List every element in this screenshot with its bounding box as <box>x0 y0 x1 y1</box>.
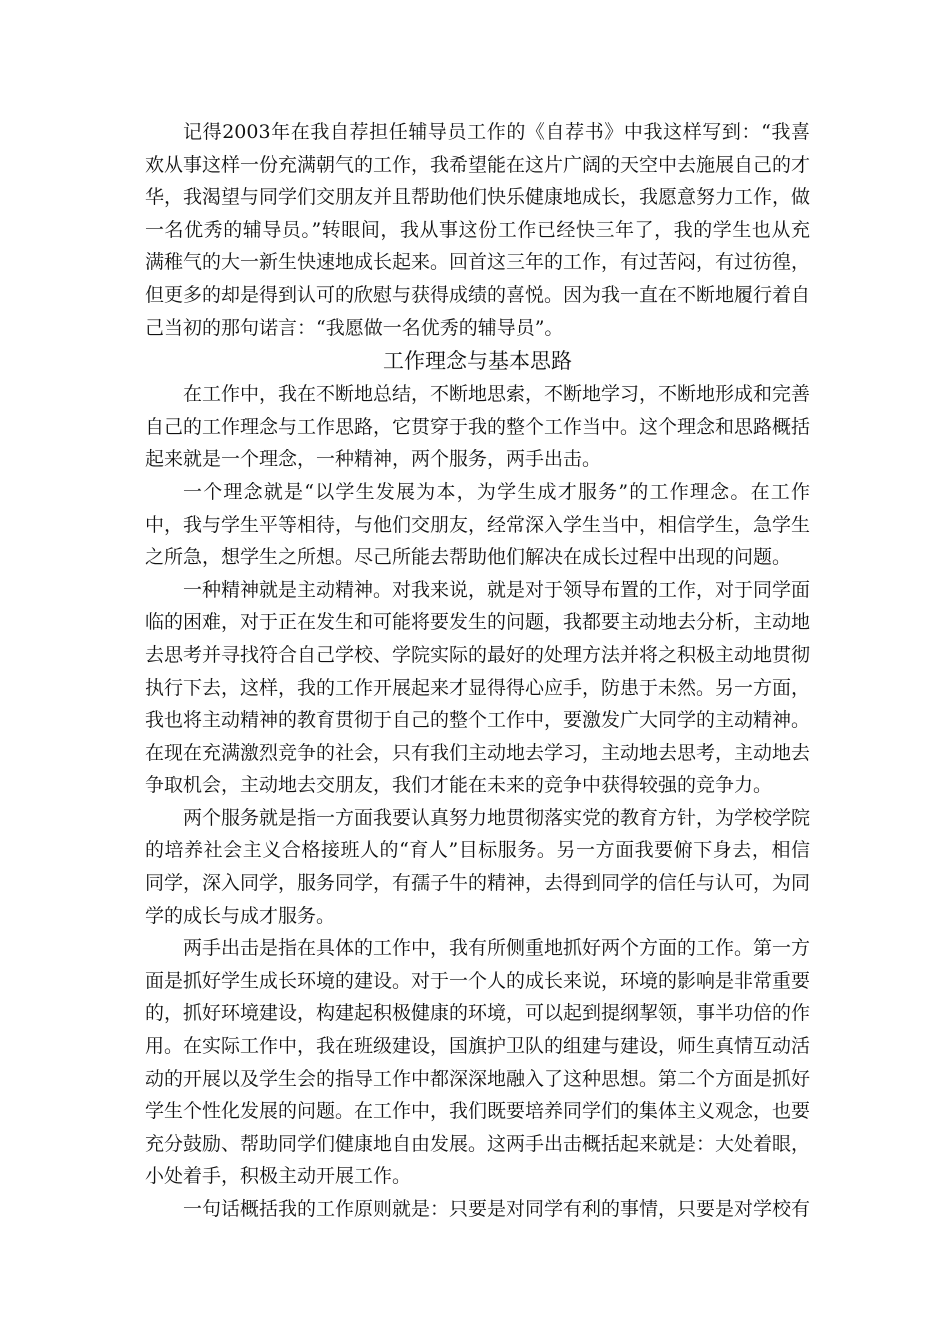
body-paragraph: 两手出击是指在具体的工作中，我有所侧重地抓好两个方面的工作。第一方面是抓好学生成长环境的建设。对于一个人的成长来说，环境的影响是非常重要的，抓好环境建设，构建起积极健康的环境，可以起到提纲挈领，事半功倍的作用。在实际工作中，我在班级建设，国旗护卫队的组建与建设，师生真情互动活动的开展以及学生会的指导工作中都深深地融入了这种思想。第二个方面是抓好学生个性化发展的问题。在工作中，我们既要培养同学们的集体主义观念，也要充分鼓励、帮助同学们健康地自由发展。这两手出击概括起来就是：大处着眼，小处着手，积极主动开展工作。 <box>145 937 811 1188</box>
intro-paragraph: 记得2003年在我自荐担任辅导员工作的《自荐书》中我这样写到：“我喜欢从事这样一份充满朝气的工作，我希望能在这片广阔的天空中去施展自己的才华，我渴望与同学们交朋友并且帮助他们快乐健康地成长，我愿意努力工作，做一名优秀的辅导员。”转眼间，我从事这份工作已经快三年了，我的学生也从充满稚气的大一新生快速地成长起来。回首这三年的工作，有过苦闷，有过彷徨，但更多的却是得到认可的欣慰与获得成绩的喜悦。因为我一直在不断地履行着自己当初的那句诺言：“我愿做一名优秀的辅导员”。 <box>145 121 811 339</box>
body-paragraph: 两个服务就是指一方面我要认真努力地贯彻落实党的教育方针，为学校学院的培养社会主义合格接班人的“育人”目标服务。另一方面我要俯下身去，相信同学，深入同学，服务同学，有孺子牛的精神，去得到同学的信任与认可，为同学的成长与成才服务。 <box>145 806 811 927</box>
section-heading: 工作理念与基本思路 <box>383 349 572 374</box>
document-page <box>145 116 810 1226</box>
body-paragraph: 在工作中，我在不断地总结，不断地思索，不断地学习，不断地形成和完善自己的工作理念与工作思路，它贯穿于我的整个工作当中。这个理念和思路概括起来就是一个理念，一种精神，两个服务，两手出击。 <box>145 383 811 471</box>
body-paragraph: 一个理念就是“以学生发展为本，为学生成才服务”的工作理念。在工作中，我与学生平等相待，与他们交朋友，经常深入学生当中，相信学生，急学生之所急，想学生之所想。尽己所能去帮助他们解决在成长过程中出现的问题。 <box>145 480 811 569</box>
body-paragraph: 一句话概括我的工作原则就是：只要是对同学有利的事情，只要是对学校有 <box>183 1198 811 1220</box>
body-paragraph: 一种精神就是主动精神。对我来说，就是对于领导布置的工作，对于同学面临的困难，对于正在发生和可能将要发生的问题，我都要主动地去分析，主动地去思考并寻找符合自己学校、学院实际的最好的处理方法并将之积极主动地贯彻执行下去，这样，我的工作开展起来才显得得心应手，防患于未然。另一方面，我也将主动精神的教育贯彻于自己的整个工作中，要激发广大同学的主动精神。在现在充满激烈竞争的社会，只有我们主动地去学习，主动地去思考，主动地去争取机会，主动地去交朋友，我们才能在未来的竞争中获得较强的竞争力。 <box>145 578 811 797</box>
